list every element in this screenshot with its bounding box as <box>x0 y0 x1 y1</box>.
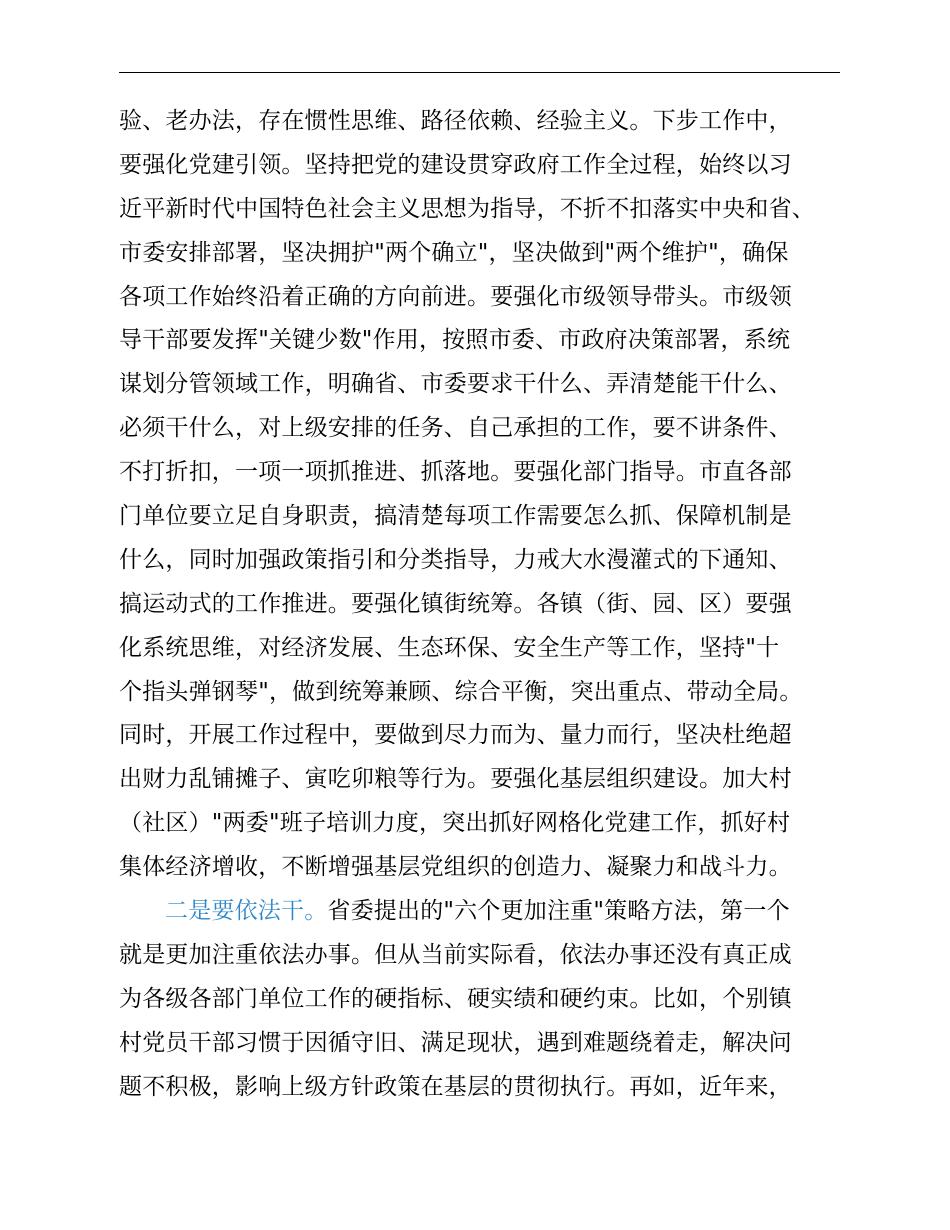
paragraph-line: 题不积极，影响上级方针政策在基层的贯彻执行。再如，近年来， <box>119 1073 792 1100</box>
paragraph-line: 近平新时代中国特色社会主义思想为指导，不折不扣落实中央和省、 <box>119 195 815 222</box>
document-body <box>119 100 849 1109</box>
paragraph-line: 集体经济增收，不断增强基层党组织的创造力、凝聚力和战斗力。 <box>119 854 792 881</box>
paragraph-line: 要强化党建引领。坚持把党的建设贯穿政府工作全过程，始终以习 <box>119 151 792 178</box>
paragraph-line: 就是更加注重依法办事。但从当前实际看，依法办事还没有真正成 <box>119 941 792 968</box>
paragraph-line: 出财力乱铺摊子、寅吃卯粮等行为。要强化基层组织建设。加大村 <box>119 766 792 793</box>
paragraph-line: 搞运动式的工作推进。要强化镇街统筹。各镇（街、园、区）要强 <box>119 590 792 617</box>
section-two-first-line <box>119 890 849 934</box>
paragraph-line: 市委安排部署，坚决拥护"两个确立"，坚决做到"两个维护"，确保 <box>119 239 789 266</box>
paragraph-line: 个指头弹钢琴"，做到统筹兼顾、综合平衡，突出重点、带动全局。 <box>119 678 803 705</box>
paragraph-line: 各项工作始终沿着正确的方向前进。要强化市级领导带头。市级领 <box>119 283 792 310</box>
paragraph-line: 验、老办法，存在惯性思维、路径依赖、经验主义。下步工作中， <box>119 108 792 134</box>
paragraph-line: 同时，开展工作过程中，要做到尽力而为、量力而行，坚决杜绝超 <box>119 722 792 749</box>
paragraph-line: 谋划分管领域工作，明确省、市委要求干什么、弄清楚能干什么、 <box>119 371 792 398</box>
header-rule <box>119 72 840 73</box>
section-two-intro: 省委提出的"六个更加注重"策略方法，第一个 <box>327 898 790 925</box>
paragraph-line: 门单位要立足自身职责，搞清楚每项工作需要怎么抓、保障机制是 <box>119 503 792 530</box>
paragraph-line: 为各级各部门单位工作的硬指标、硬实绩和硬约束。比如，个别镇 <box>119 985 792 1012</box>
paragraph-line: 村党员干部习惯于因循守旧、满足现状，遇到难题绕着走，解决问 <box>119 1029 792 1056</box>
paragraph-line: 不打折扣，一项一项抓推进、抓落地。要强化部门指导。市直各部 <box>119 459 792 486</box>
paragraph-line: （社区）"两委"班子培训力度，突出抓好网格化党建工作，抓好村 <box>119 810 791 837</box>
paragraph-line: 什么，同时加强政策指引和分类指导，力戒大水漫灌式的下通知、 <box>119 546 792 573</box>
paragraph-line: 化系统思维，对经济发展、生态环保、安全生产等工作，坚持"十 <box>119 634 780 661</box>
section-heading: 二是要依法干。 <box>165 898 328 925</box>
paragraph-line: 必须干什么，对上级安排的任务、自己承担的工作，要不讲条件、 <box>119 415 792 442</box>
paragraph-line: 导干部要发挥"关键少数"作用，按照市委、市政府决策部署，系统 <box>119 327 791 354</box>
